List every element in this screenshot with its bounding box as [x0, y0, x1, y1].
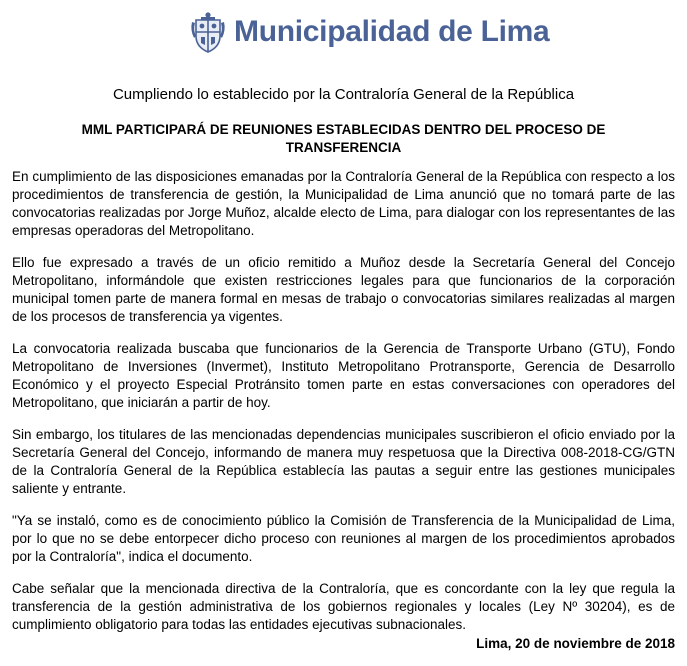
paragraph: En cumplimiento de las disposiciones emanadas por la Contraloría General de la República con respecto a los procedimientos de transferencia de gestión, la Municipalidad de Lima anunció que no tomará parte de las convocatorias realizadas por Jorge Muñoz, alcalde electo de Lima, para dialogar con los representantes de las empresas operadoras del Metropolitano.	[12, 169, 675, 238]
headline: MML PARTICIPARÁ DE REUNIONES ESTABLECIDAS DENTRO DEL PROCESO DE TRANSFERENCIA	[81, 122, 606, 155]
paragraph: La convocatoria realizada buscaba que funcionarios de la Gerencia de Transporte Urbano (GTU), Fondo Metropolitano de Inversiones (Invermet), Instituto Metropolitano Protransporte, Gerencia de Desarrollo Económico y el proyecto Especial Protránsito tomen parte en estas conversaciones con operadores del Metropolitano, que iniciarán a partir de hoy.	[12, 341, 675, 410]
lima-coat-of-arms-icon	[190, 10, 226, 54]
brand-name: Municipalidad de Lima	[234, 15, 550, 48]
paragraph: Cabe señalar que la mencionada directiva de la Contraloría, que es concordante con la ley que regula la transferencia de la gestión administrativa de los gobiernos regionales y locales (Ley Nº 30204), es de cumplimiento obligatorio para todas las entidades ejecutivas subnacionales.	[12, 581, 675, 632]
subtitle: Cumpliendo lo establecido por la Contraloría General de la República	[112, 86, 575, 103]
dateline: Lima, 20 de noviembre de 2018	[476, 636, 675, 651]
letterhead	[190, 8, 549, 56]
paragraph: "Ya se instaló, como es de conocimiento público la Comisión de Transferencia de la Municipalidad de Lima, por lo que no se debe entorpecer dicho proceso con reuniones al margen de los procedimientos aprobados por la Contraloría", indica el documento.	[12, 513, 675, 564]
paragraph: Ello fue expresado a través de un oficio remitido a Muñoz desde la Secretaría General del Concejo Metropolitano, informándole que existen restricciones legales para que funcionarios de la corporación municipal tomen parte de manera formal en mesas de trabajo o convocatorias similares realizadas al margen de los procesos de transferencia ya vigentes.	[12, 255, 675, 324]
article-body	[12, 168, 675, 648]
paragraph: Sin embargo, los titulares de las mencionadas dependencias municipales suscribieron el oficio enviado por la Secretaría General del Concejo, informando de manera muy respetuosa que la Directiva 008-2018-CG/GTN de la Contraloría General de la República establecía las pautas a seguir entre las gestiones municipales saliente y entrante.	[12, 427, 675, 496]
